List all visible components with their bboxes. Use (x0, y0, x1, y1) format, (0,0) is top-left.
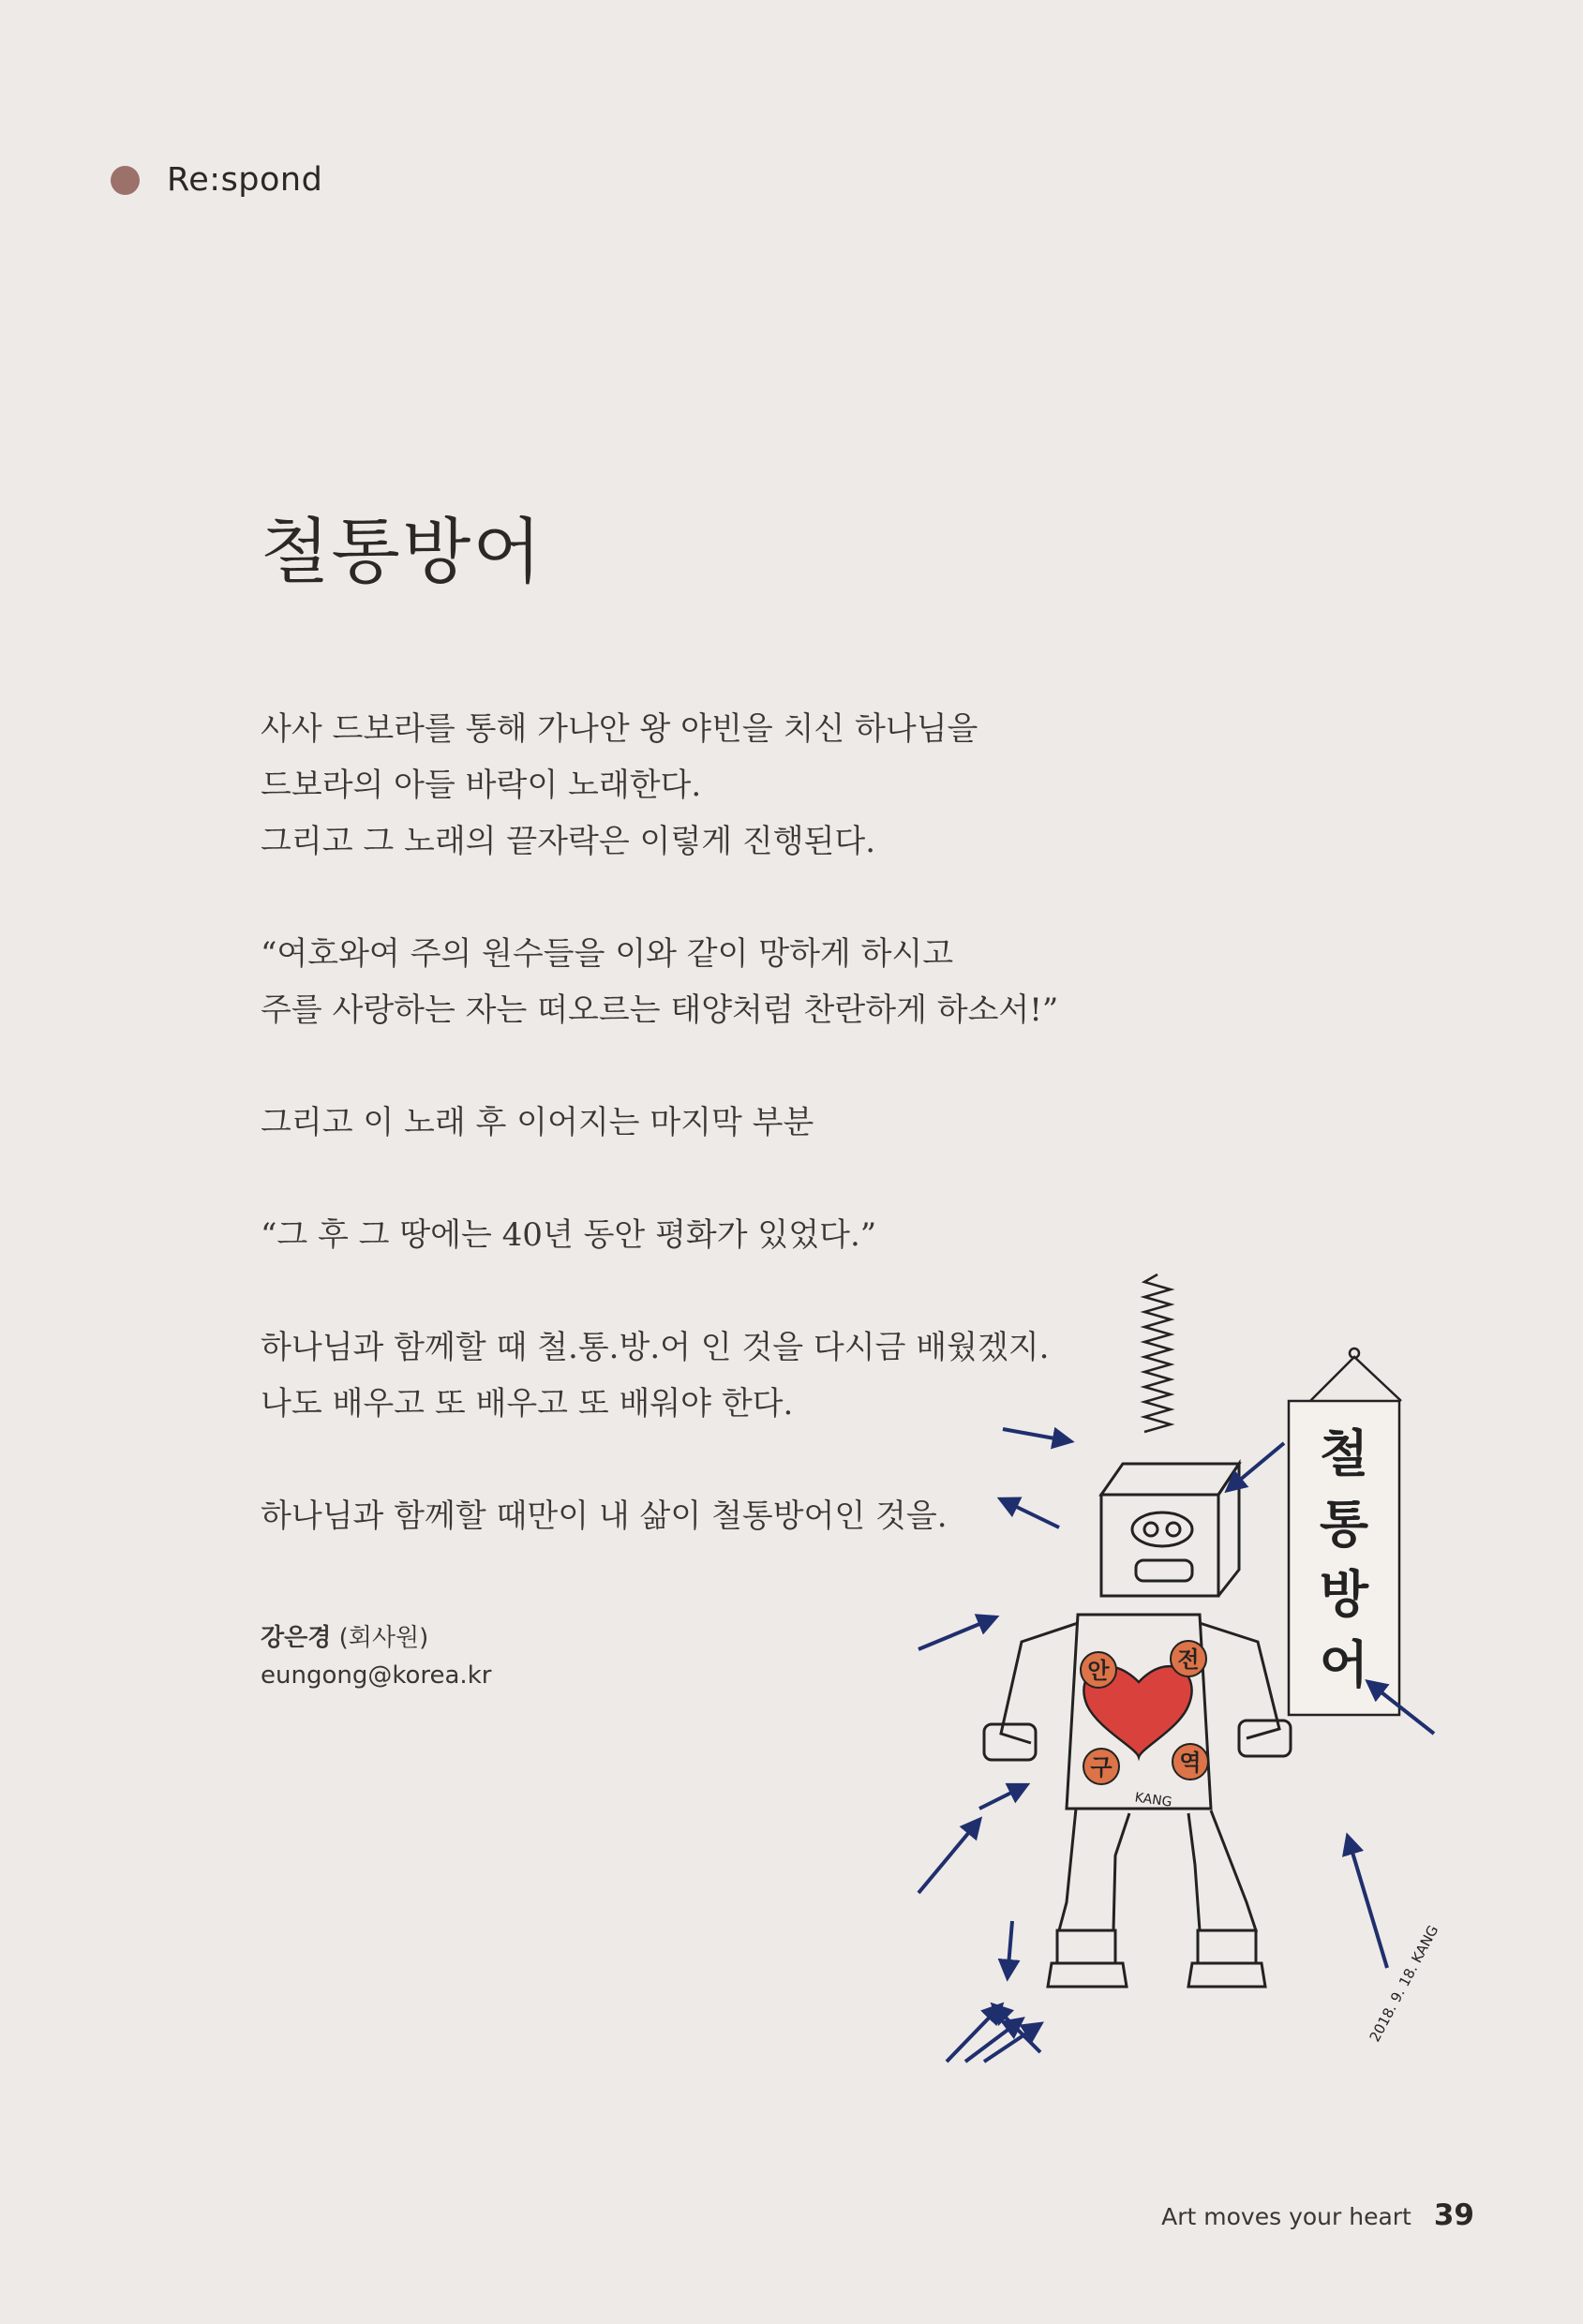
text-line: “여호와여 주의 원수들을 이와 같이 망하게 하시고 (261, 935, 954, 973)
text-line: 사사 드보라를 통해 가나안 왕 야빈을 치신 하나님을 (261, 710, 978, 748)
footer-slogan: Art moves your heart (1161, 2203, 1411, 2230)
robot-illustration (890, 1256, 1471, 2080)
sign-char: 어 (1319, 1635, 1369, 1694)
badge-yeok: 역 (1179, 1750, 1202, 1776)
text-line: 하나님과 함께할 때만이 내 삶이 철통방어인 것을. (261, 1497, 948, 1535)
author-email: eungong@korea.kr (261, 1661, 492, 1690)
text-line: 나도 배우고 또 배우고 또 배워야 한다. (261, 1385, 794, 1423)
antenna-spring-icon (1144, 1274, 1171, 1432)
text-line: 그리고 이 노래 후 이어지는 마지막 부분 (261, 1104, 814, 1141)
author-line (261, 1619, 491, 1657)
author-block (261, 1619, 491, 1694)
robot-legs (1048, 1809, 1265, 1987)
date-signature: 2018. 9. 18. KANG (1366, 1922, 1442, 2045)
section-dot-icon (111, 166, 140, 195)
page-number: 39 (1433, 2198, 1474, 2232)
badge-jeon: 전 (1177, 1646, 1200, 1673)
page-footer (1161, 2198, 1474, 2232)
section-tag (111, 161, 322, 199)
text-line: 하나님과 함께할 때 철.통.방.어 인 것을 다시금 배웠겠지. (261, 1329, 1050, 1366)
badge-gu: 구 (1090, 1754, 1113, 1780)
paragraph (261, 1095, 1104, 1151)
sign-char: 방 (1319, 1565, 1369, 1624)
article-title: 철통방어 (261, 510, 544, 593)
badge-an: 안 (1087, 1658, 1110, 1684)
text-line: 그리고 그 노래의 끝자락은 이렇게 진행된다. (261, 823, 876, 860)
sign-char: 통 (1319, 1495, 1369, 1554)
paragraph (261, 701, 1104, 870)
robot-head (1101, 1464, 1239, 1596)
author-name: 강은경 (261, 1624, 332, 1652)
text-line: 주를 사랑하는 자는 떠오르는 태양처럼 찬란하게 하소서!” (261, 991, 1059, 1029)
section-label: Re:spond (167, 161, 323, 199)
author-role: (회사원) (338, 1624, 429, 1652)
signature-text: KANG (1133, 1790, 1173, 1810)
text-line: 드보라의 아들 바락이 노래한다. (261, 767, 702, 804)
sign-char: 철 (1319, 1424, 1369, 1483)
text-line: “그 후 그 땅에는 40년 동안 평화가 있었다.” (261, 1216, 877, 1254)
paragraph (261, 926, 1104, 1038)
paragraph (261, 1207, 1104, 1263)
